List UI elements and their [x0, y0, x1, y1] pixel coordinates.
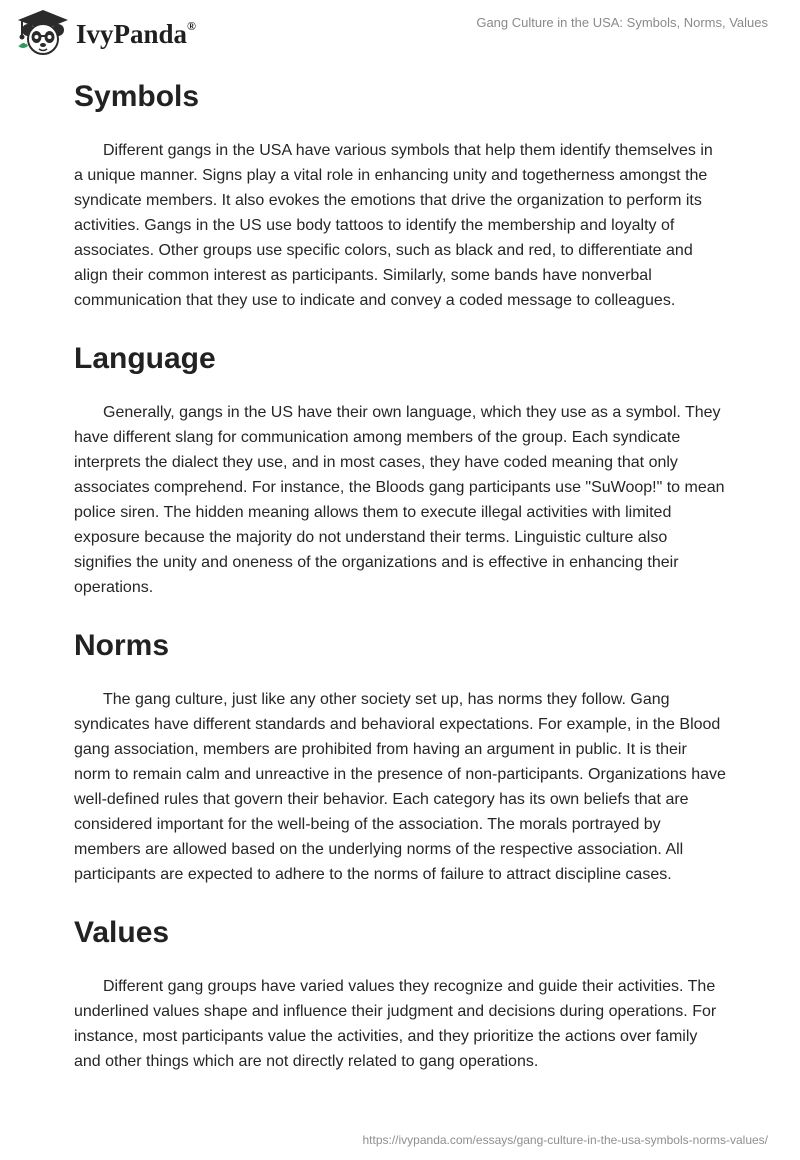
- document-title: Gang Culture in the USA: Symbols, Norms, Values: [476, 15, 768, 30]
- section-heading: Symbols: [74, 80, 200, 113]
- section-heading: Norms: [74, 629, 170, 662]
- section-symbols: [74, 62, 726, 313]
- section-paragraph: Different gang groups have varied values they recognize and guide their activities. The underlined values shape and influence their judgment and decisions during operations. For instance, most participants value the activities, and they prioritize the actions over family and other things which are not directly related to gang operations.: [74, 978, 717, 1070]
- section-norms: [74, 611, 726, 887]
- section-paragraph: The gang culture, just like any other society set up, has norms they follow. Gang syndicates have different standards and behavioral expectations. For example, in the Blood gang association, members are prohibited from having an argument in public. It is their norm to remain calm and unreactive in the presence of non-participants. Organizations have well-defined rules that govern their behavior. Each category has its own beliefs that are considered important for the well-being of the association. The morals portrayed by members are allowed based on the underlying norms of the respective association. All participants are expected to adhere to the norms of failure to attract discipline cases.: [74, 691, 726, 883]
- section-paragraph: Different gangs in the USA have various symbols that help them identify themselves in a unique manner. Signs play a vital role in enhancing unity and togetherness amongst the syndicate members. It also evokes the emotions that drive the organization to perform its activities. Gangs in the US use body tattoos to identify the membership and loyalty of associates. Other groups use specific colors, such as black and red, to differentiate and align their common interest as participants. Similarly, some bands have nonverbal communication that they use to indicate and convey a coded message to colleagues.: [74, 142, 713, 309]
- source-url-link[interactable]: https://ivypanda.com/essays/gang-culture-in-the-usa-symbols-norms-values/: [362, 1133, 768, 1147]
- panda-logo-icon: [14, 8, 72, 56]
- essay-content: [74, 62, 726, 1085]
- section-paragraph: Generally, gangs in the US have their own language, which they use as a symbol. They have different slang for communication among members of the group. Each syndicate interprets the dialect they use, and in most cases, they have coded meaning that only associates comprehend. For instance, the Bloods gang participants use "SuWoop!" to mean police siren. The hidden meaning allows them to execute illegal activities with limited exposure because the majority do not understand their terms. Linguistic culture also signifies the unity and oneness of the organizations and is effective in enhancing their operations.: [74, 404, 725, 596]
- site-logo[interactable]: [14, 8, 196, 56]
- section-values: [74, 898, 726, 1074]
- section-heading: Values: [74, 916, 170, 949]
- brand-name: IvyPanda®: [76, 18, 197, 49]
- registered-mark: ®: [187, 18, 197, 33]
- page-header: [0, 0, 800, 70]
- section-heading: Language: [74, 342, 216, 375]
- section-language: [74, 324, 726, 600]
